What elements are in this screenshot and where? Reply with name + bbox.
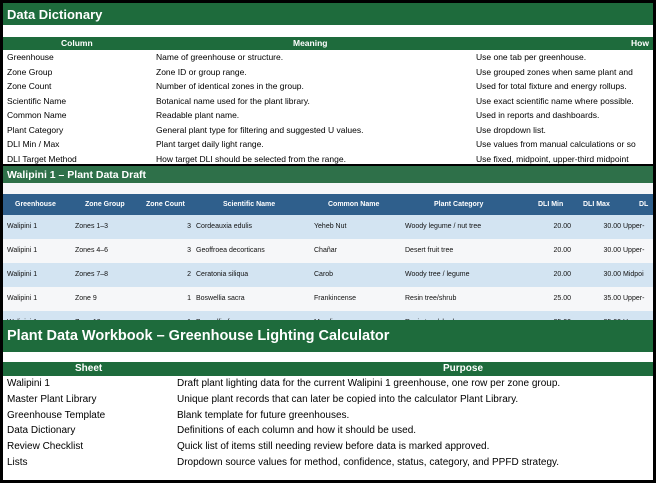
cell-meaning[interactable]: Name of greenhouse or structure. xyxy=(156,52,284,62)
cell-sheet[interactable]: Master Plant Library xyxy=(7,393,97,405)
header-purpose[interactable]: Purpose xyxy=(443,363,484,374)
cell-common-name[interactable]: Chañar xyxy=(314,247,337,254)
cell-sheet[interactable]: Greenhouse Template xyxy=(7,409,106,421)
header-dli-extra[interactable]: DL xyxy=(639,201,649,208)
cell-plant-category[interactable]: Woody legume / nut tree xyxy=(405,223,482,230)
workbook-row xyxy=(3,408,653,424)
cell-greenhouse[interactable]: Walipini 1 xyxy=(7,223,38,230)
draft-table-row xyxy=(3,263,653,287)
cell-scientific-name[interactable]: Cordeauxia edulis xyxy=(196,223,253,230)
plant-data-draft-panel xyxy=(3,166,653,318)
cell-how[interactable]: Use grouped zones when same plant and xyxy=(476,66,633,77)
cell-column[interactable]: Scientific Name xyxy=(7,95,67,106)
header-how[interactable]: How xyxy=(631,38,649,48)
cell-how[interactable]: Use exact scientific name where possible. xyxy=(476,95,634,106)
plant-data-draft-header-row xyxy=(3,194,653,215)
cell-scientific-name[interactable]: Geoffroea decorticans xyxy=(196,247,265,254)
dictionary-row xyxy=(3,50,653,65)
header-sheet[interactable]: Sheet xyxy=(75,363,103,374)
cell-meaning[interactable]: General plant type for filtering and suggested U values. xyxy=(156,124,364,135)
cell-plant-category[interactable]: Desert fruit tree xyxy=(405,247,454,254)
cell-common-name[interactable]: Yeheb Nut xyxy=(314,223,347,230)
cell-dli-method[interactable]: Upper- xyxy=(623,247,645,254)
data-dictionary-panel xyxy=(3,3,653,164)
cell-column[interactable]: Plant Category xyxy=(7,124,64,135)
cell-dli-max[interactable]: 30.00 xyxy=(603,247,621,254)
cell-how[interactable]: Use values from manual calculations or so xyxy=(476,139,636,149)
cell-sheet[interactable]: Lists xyxy=(7,456,28,468)
cell-zone-count[interactable]: 2 xyxy=(187,271,191,278)
cell-zone-count[interactable]: 1 xyxy=(187,295,191,302)
workbook-row xyxy=(3,376,653,392)
header-dli-min[interactable]: DLI Min xyxy=(538,201,564,208)
cell-dli-min[interactable]: 20.00 xyxy=(553,271,571,278)
plant-data-draft-rows xyxy=(3,215,653,335)
cell-sheet[interactable]: Review Checklist xyxy=(7,441,84,453)
header-meaning[interactable]: Meaning xyxy=(293,38,328,48)
cell-purpose[interactable]: Unique plant records that can later be copied into the calculator Plant Library. xyxy=(177,393,519,405)
plant-data-draft-title: Walipini 1 – Plant Data Draft xyxy=(3,166,653,183)
cell-plant-category[interactable]: Woody tree / legume xyxy=(405,271,470,278)
cell-meaning[interactable]: Plant target daily light range. xyxy=(156,139,264,149)
draft-table-row xyxy=(3,287,653,311)
cell-how[interactable]: Used in reports and dashboards. xyxy=(476,110,600,120)
cell-common-name[interactable]: Frankincense xyxy=(314,295,357,302)
workbook-title: Plant Data Workbook – Greenhouse Lighting Calculator xyxy=(3,320,653,352)
dictionary-row xyxy=(3,79,653,94)
workbook-header-row xyxy=(3,362,653,376)
draft-table-row xyxy=(3,215,653,239)
cell-column[interactable]: Zone Count xyxy=(7,81,52,91)
cell-dli-min[interactable]: 20.00 xyxy=(553,223,571,230)
cell-column[interactable]: DLI Min / Max xyxy=(7,139,60,149)
dictionary-row xyxy=(3,94,653,109)
cell-column[interactable]: Greenhouse xyxy=(7,52,54,62)
cell-meaning[interactable]: Botanical name used for the plant library. xyxy=(156,95,310,106)
cell-purpose[interactable]: Dropdown source values for method, confidence, status, category, and PPFD strategy. xyxy=(177,456,560,468)
cell-zone-group[interactable]: Zones 7–8 xyxy=(75,271,109,278)
dictionary-row xyxy=(3,65,653,80)
cell-meaning[interactable]: Readable plant name. xyxy=(156,110,240,120)
cell-zone-count[interactable]: 3 xyxy=(187,247,191,254)
cell-column[interactable]: Zone Group xyxy=(7,66,53,77)
workbook-row xyxy=(3,423,653,439)
workbook-row xyxy=(3,455,653,471)
cell-dli-max[interactable]: 30.00 xyxy=(603,223,621,230)
header-scientific-name[interactable]: Scientific Name xyxy=(223,201,276,208)
cell-zone-group[interactable]: Zones 1–3 xyxy=(75,223,109,230)
cell-purpose[interactable]: Blank template for future greenhouses. xyxy=(177,409,350,421)
cell-common-name[interactable]: Carob xyxy=(314,271,334,278)
data-dictionary-header-row xyxy=(3,37,653,50)
cell-purpose[interactable]: Quick list of items still needing review before data is marked approved. xyxy=(177,441,490,453)
header-dli-max[interactable]: DLI Max xyxy=(583,201,610,208)
cell-how[interactable]: Use fixed, midpoint, upper-third midpoint xyxy=(476,153,629,164)
workbook-panel xyxy=(3,320,653,480)
cell-scientific-name[interactable]: Boswellia sacra xyxy=(196,295,245,302)
cell-zone-count[interactable]: 3 xyxy=(187,223,191,230)
cell-plant-category[interactable]: Resin tree/shrub xyxy=(405,295,457,302)
cell-column[interactable]: Common Name xyxy=(7,110,67,120)
cell-dli-max[interactable]: 35.00 xyxy=(603,295,621,302)
dictionary-row xyxy=(3,137,653,152)
cell-zone-group[interactable]: Zones 4–6 xyxy=(75,247,109,254)
header-common-name[interactable]: Common Name xyxy=(328,201,380,208)
cell-sheet[interactable]: Data Dictionary xyxy=(7,425,76,437)
cell-how[interactable]: Used for total fixture and energy rollups. xyxy=(476,81,627,91)
cell-dli-min[interactable]: 20.00 xyxy=(553,247,571,254)
cell-dli-method[interactable]: Upper- xyxy=(623,223,645,230)
cell-how[interactable]: Use one tab per greenhouse. xyxy=(476,52,587,62)
cell-dli-method[interactable]: Upper- xyxy=(623,295,645,302)
cell-how[interactable]: Use dropdown list. xyxy=(476,124,546,135)
cell-meaning[interactable]: Number of identical zones in the group. xyxy=(156,81,304,91)
cell-column[interactable]: DLI Target Method xyxy=(7,153,77,164)
cell-dli-max[interactable]: 30.00 xyxy=(603,271,621,278)
cell-meaning[interactable]: How target DLI should be selected from the range. xyxy=(156,153,346,164)
cell-greenhouse[interactable]: Walipini 1 xyxy=(7,295,38,302)
data-dictionary-rows xyxy=(3,50,653,166)
header-zone-count[interactable]: Zone Count xyxy=(146,201,185,208)
workbook-row xyxy=(3,439,653,455)
header-plant-category[interactable]: Plant Category xyxy=(434,201,484,208)
cell-purpose[interactable]: Definitions of each column and how it should be used. xyxy=(177,425,417,437)
cell-sheet[interactable]: Walipini 1 xyxy=(7,378,50,389)
cell-meaning[interactable]: Zone ID or group range. xyxy=(156,66,247,77)
cell-dli-method[interactable]: Midpoi xyxy=(623,271,644,278)
draft-table-row xyxy=(3,239,653,263)
cell-purpose[interactable]: Draft plant lighting data for the current Walipini 1 greenhouse, one row per zone group. xyxy=(177,378,561,389)
header-zone-group[interactable]: Zone Group xyxy=(85,201,125,208)
cell-dli-min[interactable]: 25.00 xyxy=(553,295,571,302)
cell-greenhouse[interactable]: Walipini 1 xyxy=(7,271,38,278)
header-greenhouse[interactable]: Greenhouse xyxy=(15,201,56,208)
cell-greenhouse[interactable]: Walipini 1 xyxy=(7,247,38,254)
header-column[interactable]: Column xyxy=(61,38,93,48)
cell-zone-group[interactable]: Zone 9 xyxy=(75,295,97,302)
workbook-row xyxy=(3,392,653,408)
dictionary-row xyxy=(3,152,653,167)
dictionary-row xyxy=(3,123,653,138)
cell-scientific-name[interactable]: Ceratonia siliqua xyxy=(196,271,249,278)
workbook-rows xyxy=(3,376,653,471)
data-dictionary-title: Data Dictionary xyxy=(3,3,653,25)
dictionary-row xyxy=(3,108,653,123)
